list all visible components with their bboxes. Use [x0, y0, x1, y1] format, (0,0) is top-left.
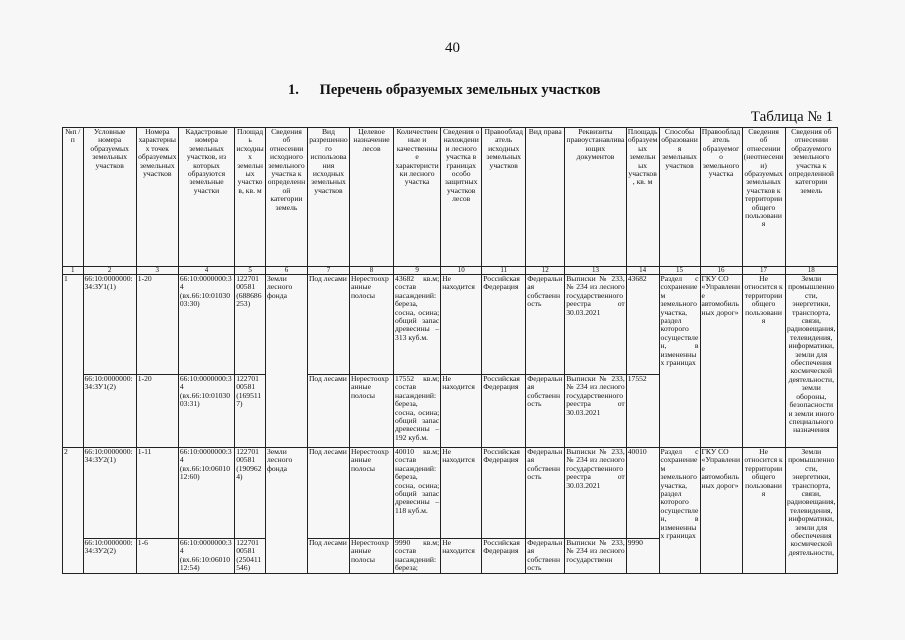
public-use-status: Не относится к территории общего пользования: [742, 448, 785, 574]
header-cell: Целевое назначение лесов: [349, 128, 393, 267]
protected-area-status: Не находится: [441, 375, 482, 448]
protected-area-status: Не находится: [441, 275, 482, 375]
title-documents: Выписки № 233, № 234 из лесного государственного реестра от 30.03.2021: [565, 375, 627, 448]
forest-purpose: Нерестоохранные полосы: [349, 448, 393, 539]
new-owner: ГКУ СО «Управление автомобильных дорог»: [700, 448, 742, 574]
point-numbers: 1-6: [136, 539, 178, 574]
column-number: 14: [626, 267, 659, 275]
permitted-use: Под лесами: [307, 448, 349, 539]
protected-area-status: Не находится: [441, 448, 482, 539]
page-number: 40: [445, 40, 460, 56]
header-row: [63, 128, 838, 267]
column-number: 9: [394, 267, 441, 275]
protected-area-status: Не находится: [441, 539, 482, 574]
forest-purpose: Нерестоохранные полосы: [349, 375, 393, 448]
cadastral-number: 66:10:0000000:34 (вх.66:10:0601012:60): [178, 448, 234, 539]
header-cell: Номера характерных точек образуемых земельных участков: [136, 128, 178, 267]
plot-number: 66:10:0000000:34:ЗУ2(2): [83, 539, 136, 574]
header-cell: Способы образования земельных участков: [659, 128, 700, 267]
title-documents: Выписки № 233, № 234 из лесного государственн: [565, 539, 627, 574]
column-number: 11: [482, 267, 526, 275]
plot-number: 66:10:0000000:34:ЗУ1(2): [83, 375, 136, 448]
source-area: 122701 00581 (688686253): [235, 275, 266, 375]
right-type: Федеральная собственность: [526, 275, 565, 375]
header-cell: Правообладатель исходных земельных участков: [482, 128, 526, 267]
column-number: 15: [659, 267, 700, 275]
forest-characteristics: 43682 кв.м; состав насаждений: береза, сосна, осина; общий запас древесины – 313 куб.м.: [394, 275, 441, 375]
column-number: 6: [265, 267, 307, 275]
forest-characteristics: 9990 кв.м; состав насаждений: береза;: [395, 538, 440, 573]
plot-number: 66:10:0000000:34:ЗУ2(1): [83, 448, 136, 539]
column-number: 4: [178, 267, 234, 275]
row-number: 1: [63, 275, 84, 448]
forest-characteristics: 17552 кв.м; состав насаждений: береза, сосна, осина; общий запас древесины – 192 куб.м.: [394, 375, 441, 448]
table-row: [63, 448, 838, 539]
section-number: 1.: [288, 82, 299, 98]
column-number: 12: [526, 267, 565, 275]
title-documents: Выписки № 233, № 234 из лесного государственного реестра от 30.03.2021: [565, 448, 627, 539]
cadastral-number: 66:10:0000000:34 (вх.66:10:0103003:31): [178, 375, 234, 448]
column-number: 1: [63, 267, 84, 275]
column-number: 8: [349, 267, 393, 275]
new-area: 40010: [626, 448, 659, 539]
permitted-use: Под лесами: [307, 539, 349, 574]
forest-characteristics: 40010 кв.м; состав насаждений: береза, сосна, осина; общий запас древесины – 118 куб.м.: [394, 448, 441, 539]
new-area: 9990: [626, 539, 659, 574]
cadastral-number: 66:10:0000000:34 (вх.66:10:0601012:54): [178, 539, 234, 574]
right-type: Федеральная собственность: [526, 375, 565, 448]
permitted-use: Под лесами: [307, 375, 349, 448]
header-cell: Условные номера образуемых земельных участков: [83, 128, 136, 267]
new-owner: ГКУ СО «Управление автомобильных дорог»: [700, 275, 742, 448]
source-area: 122701 00581 (1909624): [235, 448, 266, 539]
source-area: 122701 00581 (1695117): [235, 375, 266, 448]
column-number: 13: [565, 267, 627, 275]
header-cell: Площадь образуемых земельных участков, кв. м: [626, 128, 659, 267]
column-number: 17: [742, 267, 785, 275]
column-number: 18: [785, 267, 837, 275]
header-cell: Сведения об отнесении (неотнесении) образуемых земельных участков к территории общего пользования: [742, 128, 785, 267]
new-area: 43682: [626, 275, 659, 375]
formation-method: Раздел с сохранением земельного участка, раздел которого осуществлен, в измененных границах: [659, 275, 700, 448]
source-owner: Российская Федерация: [482, 275, 526, 375]
source-owner: Российская Федерация: [482, 539, 526, 574]
point-numbers: 1-20: [136, 275, 178, 375]
header-cell: Кадастровые номера земельных участков, из которых образуются земельные участки: [178, 128, 234, 267]
column-number: 7: [307, 267, 349, 275]
right-type: Федеральная собственность: [526, 448, 565, 539]
section-title: [288, 82, 600, 99]
column-number: 16: [700, 267, 742, 275]
header-cell: Площадь исходных земельных участков, кв. м: [235, 128, 266, 267]
header-cell: Сведения об отнесении образуемого земельного участка к определенной категории земель: [785, 128, 837, 267]
section-title-text: Перечень образуемых земельных участков: [319, 82, 601, 98]
new-category: Земли промышленности, энергетики, транспорта, связи, радиовещания, телевидения, информатики, земли для обеспечения космической деятельности,: [785, 448, 837, 574]
cadastral-number: 66:10:0000000:34 (вх.66:10:0103003:30): [178, 275, 234, 375]
point-numbers: 1-20: [136, 375, 178, 448]
forest-purpose: Нерестоохранные полосы: [349, 275, 393, 375]
table-row: [63, 275, 838, 375]
source-area: 122701 00581 (250411546): [235, 539, 266, 574]
source-owner: Российская Федерация: [482, 448, 526, 539]
row-number: 2: [63, 448, 84, 574]
column-number: 3: [136, 267, 178, 275]
permitted-use: Под лесами: [307, 275, 349, 375]
new-category: Земли промышленности, энергетики, транспорта, связи, радиовещания, телевидения, информатики, земли для обеспечения космической деятельности, земли обороны, безопасности и земли иного специального назначения: [785, 275, 837, 448]
source-owner: Российская Федерация: [482, 375, 526, 448]
header-cell: №п /п: [63, 128, 84, 267]
header-cell: Вид разрешенного использования исходных земельных участков: [307, 128, 349, 267]
header-cell: Реквизиты правоустанавливающих документов: [565, 128, 627, 267]
column-number-row: [63, 267, 838, 275]
formation-method: Раздел с сохранением земельного участка, раздел которого осуществлен, в измененных границах: [659, 448, 700, 574]
title-documents: Выписки № 233, № 234 из лесного государственного реестра от 30.03.2021: [565, 275, 627, 375]
table-label: Таблица № 1: [750, 109, 833, 125]
source-category: Земли лесного фонда: [265, 275, 307, 448]
land-plots-table: [62, 127, 838, 574]
right-type: Федеральная собственность: [526, 539, 565, 574]
column-number: 10: [441, 267, 482, 275]
column-number: 2: [83, 267, 136, 275]
header-cell: Количественные и качественные характеристики лесного участка: [394, 128, 441, 267]
header-cell: Вид права: [526, 128, 565, 267]
new-area: 17552: [626, 375, 659, 448]
header-cell: Сведения о нахождении лесного участка в границах особо защитных участков лесов: [441, 128, 482, 267]
public-use-status: Не относится к территории общего пользования: [742, 275, 785, 448]
point-numbers: 1-11: [136, 448, 178, 539]
header-cell: Правообладатель образуемого земельного участка: [700, 128, 742, 267]
source-category: Земли лесного фонда: [265, 448, 307, 574]
header-cell: Сведения об отнесении исходного земельного участка к определенной категории земель: [265, 128, 307, 267]
column-number: 5: [235, 267, 266, 275]
forest-purpose: Нерестоохранные полосы: [349, 539, 393, 574]
plot-number: 66:10:0000000:34:ЗУ1(1): [83, 275, 136, 375]
